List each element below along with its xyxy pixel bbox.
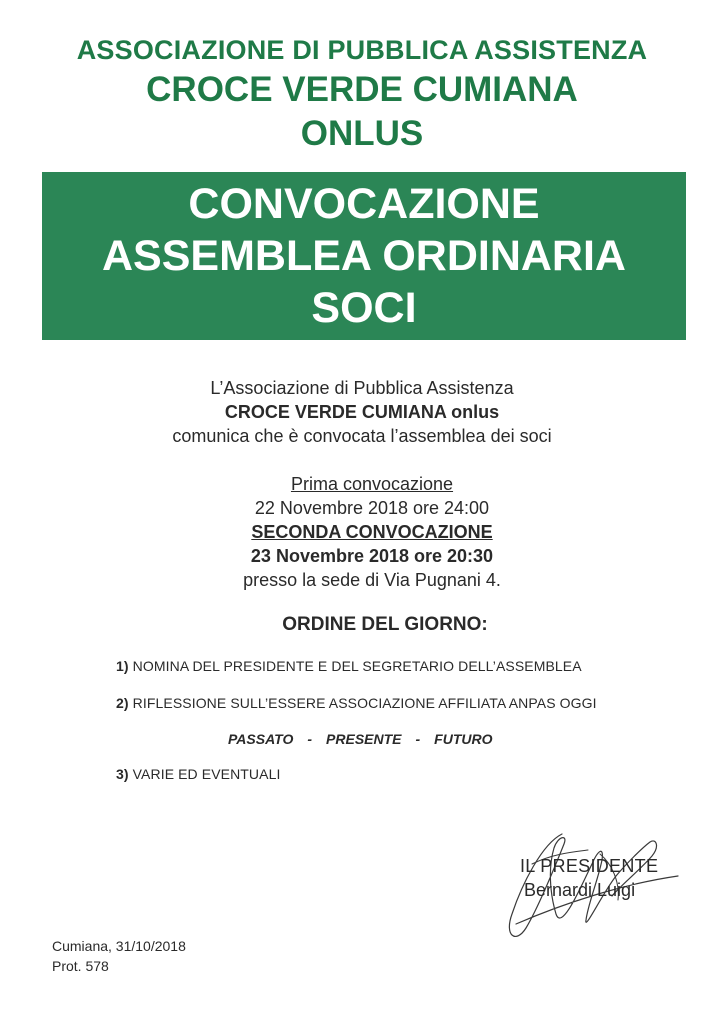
agenda-item-text: VARIE ED EVENTUALI xyxy=(132,766,281,782)
agenda-item-number: 1) xyxy=(116,658,129,674)
motto-line xyxy=(228,731,493,747)
motto-word-past: PASSATO xyxy=(228,731,294,747)
organization-header xyxy=(0,34,724,156)
agenda-item xyxy=(116,766,280,782)
intro-line2: CROCE VERDE CUMIANA onlus xyxy=(224,402,500,422)
org-name-line1: ASSOCIAZIONE DI PUBBLICA ASSISTENZA xyxy=(76,35,648,65)
convocation-details xyxy=(0,472,724,592)
banner-line3: SOCI xyxy=(311,284,417,332)
second-convocation-date: 23 Novembre 2018 ore 20:30 xyxy=(250,546,494,566)
first-convocation-date: 22 Novembre 2018 ore 24:00 xyxy=(254,498,490,518)
meeting-venue: presso la sede di Via Pugnani 4. xyxy=(243,570,501,590)
motto-separator: - xyxy=(415,731,421,747)
agenda-title: ORDINE DEL GIORNO: xyxy=(282,614,488,635)
intro-line1: L’Associazione di Pubblica Assistenza xyxy=(210,378,514,398)
org-name-line2: CROCE VERDE CUMIANA xyxy=(146,70,578,109)
signature-block xyxy=(520,854,700,902)
intro-line3: comunica che è convocata l’assemblea dei soci xyxy=(172,426,552,446)
banner-line2: ASSEMBLEA ORDINARIA xyxy=(102,232,626,280)
intro-text xyxy=(0,376,724,448)
agenda-item-text: RIFLESSIONE SULL’ESSERE ASSOCIAZIONE AFFILIATA ANPAS OGGI xyxy=(132,695,597,711)
place-and-date: Cumiana, 31/10/2018 xyxy=(52,938,186,954)
signatory-title: IL PRESIDENTE xyxy=(520,856,659,876)
agenda-item-number: 3) xyxy=(116,766,129,782)
agenda-item xyxy=(116,695,597,711)
agenda-item-text: NOMINA DEL PRESIDENTE E DEL SEGRETARIO DELL’ASSEMBLEA xyxy=(132,658,582,674)
motto-word-present: PRESENTE xyxy=(326,731,402,747)
first-convocation-label: Prima convocazione xyxy=(290,474,454,494)
document-footer xyxy=(52,936,186,976)
org-name-line3: ONLUS xyxy=(300,114,424,153)
agenda-item-number: 2) xyxy=(116,695,129,711)
second-convocation-label: SECONDA CONVOCAZIONE xyxy=(251,522,493,542)
signatory-name: Bernardi Luigi xyxy=(524,880,636,900)
protocol-number: Prot. 578 xyxy=(52,958,109,974)
banner-line1: CONVOCAZIONE xyxy=(188,180,540,228)
convocation-banner xyxy=(42,172,686,340)
motto-word-future: FUTURO xyxy=(434,731,493,747)
motto-separator: - xyxy=(307,731,313,747)
agenda-item xyxy=(116,658,582,674)
